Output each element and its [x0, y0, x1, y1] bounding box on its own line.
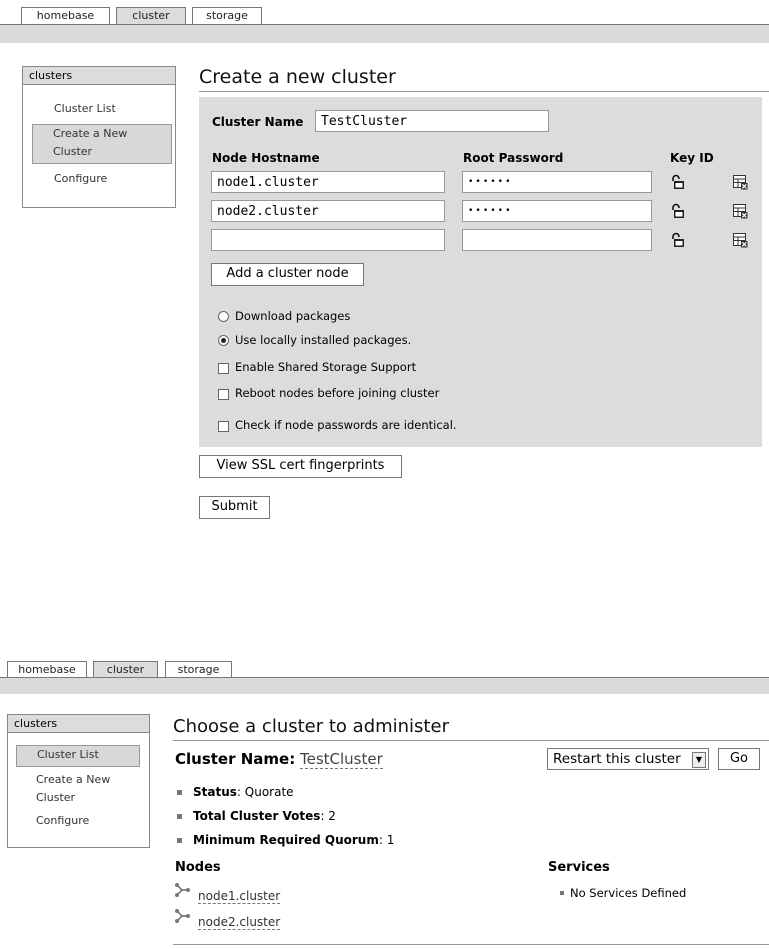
view-ssl-fingerprints-button[interactable]: View SSL cert fingerprints — [199, 455, 402, 478]
reboot-nodes-checkbox[interactable] — [218, 389, 229, 400]
node-link[interactable]: node2.cluster — [198, 915, 281, 929]
delete-row-icon[interactable] — [732, 174, 748, 190]
quorum-item — [193, 833, 394, 847]
sidebar-title: clusters — [23, 67, 175, 85]
bottom-rule — [173, 944, 769, 945]
tab-storage[interactable]: storage — [192, 7, 262, 24]
bullet — [177, 790, 182, 795]
cluster-name-input[interactable] — [315, 110, 549, 132]
quorum-label: Minimum Required Quorum — [193, 833, 379, 847]
bullet — [177, 838, 182, 843]
votes-label: Total Cluster Votes — [193, 809, 321, 823]
node-hostname-input[interactable] — [211, 229, 445, 251]
sidebar-item-create-cluster[interactable]: Create a New Cluster — [32, 124, 172, 164]
node-password-input[interactable]: •••••• — [462, 171, 652, 193]
unlocked-key-icon[interactable] — [670, 174, 686, 190]
cluster-name-label: Cluster Name: — [175, 750, 296, 768]
go-button[interactable]: Go — [718, 748, 760, 770]
header-bar — [0, 25, 769, 43]
delete-row-icon[interactable] — [732, 232, 748, 248]
page-title: Choose a cluster to administer — [173, 716, 449, 737]
votes-value: : 2 — [320, 809, 336, 823]
submit-button[interactable]: Submit — [199, 496, 270, 519]
tab-cluster[interactable]: cluster — [93, 661, 158, 678]
add-cluster-node-button[interactable]: Add a cluster node — [211, 263, 364, 286]
node-icon — [174, 882, 190, 898]
services-heading: Services — [548, 860, 610, 875]
sidebar-item-cluster-list[interactable]: Cluster List — [16, 745, 140, 767]
node-icon — [174, 908, 190, 924]
bullet — [177, 814, 182, 819]
node-password-input[interactable] — [462, 229, 652, 251]
tab-homebase[interactable]: homebase — [21, 7, 110, 24]
local-packages-label: Use locally installed packages. — [235, 333, 412, 347]
nodes-heading: Nodes — [175, 860, 221, 875]
cluster-name-link[interactable]: TestCluster — [300, 750, 383, 768]
cluster-action-select[interactable] — [547, 748, 709, 770]
node-link[interactable]: node1.cluster — [198, 889, 281, 903]
col-hostname-header: Node Hostname — [212, 151, 320, 165]
reboot-nodes-label: Reboot nodes before joining cluster — [235, 386, 440, 400]
unlocked-key-icon[interactable] — [670, 203, 686, 219]
node-hostname-input[interactable] — [211, 200, 445, 222]
page-title: Create a new cluster — [199, 66, 396, 88]
status-label: Status — [193, 785, 237, 799]
tab-storage[interactable]: storage — [165, 661, 232, 678]
col-keyid-header: Key ID — [670, 151, 714, 165]
chevron-down-icon[interactable]: ▼ — [692, 752, 706, 768]
download-packages-radio[interactable] — [218, 311, 229, 322]
node-password-input[interactable]: •••••• — [462, 200, 652, 222]
header-bar — [0, 678, 769, 694]
quorum-value: : 1 — [378, 833, 395, 847]
bullet — [560, 891, 564, 895]
identical-passwords-checkbox[interactable] — [218, 421, 229, 432]
status-item — [193, 785, 294, 799]
title-rule — [199, 91, 769, 92]
col-password-header: Root Password — [463, 151, 564, 165]
download-packages-label: Download packages — [235, 309, 351, 323]
delete-row-icon[interactable] — [732, 203, 748, 219]
no-services-text: No Services Defined — [570, 886, 687, 900]
sidebar-title: clusters — [8, 715, 149, 733]
status-value: : Quorate — [236, 785, 294, 799]
cluster-name-label: Cluster Name — [212, 115, 304, 129]
shared-storage-checkbox[interactable] — [218, 363, 229, 374]
sidebar-item-cluster-list[interactable]: Cluster List — [54, 102, 116, 115]
tab-cluster[interactable]: cluster — [116, 7, 186, 24]
node-hostname-input[interactable] — [211, 171, 445, 193]
local-packages-radio[interactable] — [218, 335, 229, 346]
sidebar-item-create-cluster[interactable]: Create a New Cluster — [36, 773, 111, 804]
identical-passwords-label: Check if node passwords are identical. — [235, 418, 457, 432]
unlocked-key-icon[interactable] — [670, 232, 686, 248]
sidebar-item-configure[interactable]: Configure — [36, 814, 90, 827]
votes-item — [193, 809, 336, 823]
sidebar-item-configure[interactable]: Configure — [54, 172, 108, 185]
cluster-action-value: Restart this cluster — [553, 751, 681, 767]
shared-storage-label: Enable Shared Storage Support — [235, 360, 417, 374]
tab-homebase[interactable]: homebase — [7, 661, 87, 678]
title-rule — [173, 740, 769, 741]
